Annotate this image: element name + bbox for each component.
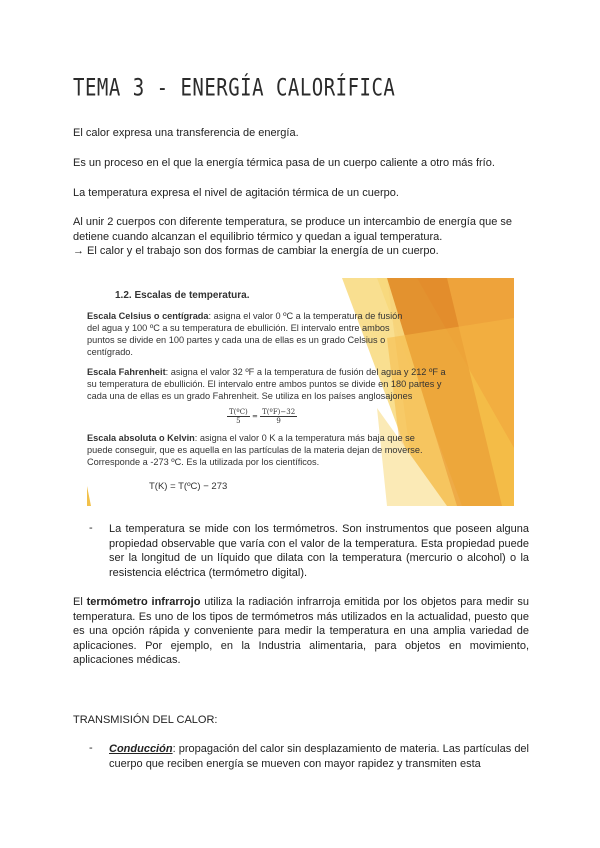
- infrared-term: termómetro infrarrojo: [86, 596, 201, 608]
- transmission-heading: TRANSMISIÓN DEL CALOR:: [73, 714, 218, 726]
- kelvin-label: Escala absoluta o Kelvin: [87, 433, 195, 443]
- conduction-text: : propagación del calor sin desplazamiento de materia. Las partículas del cuerpo que reciben energía se mueven con mayor rapidez y transmiten esta: [109, 743, 529, 770]
- intro-paragraph-5: → El calor y el trabajo son dos formas de cambiar la energía de un cuerpo.: [73, 245, 439, 257]
- triangle-small-left: [87, 486, 91, 506]
- celsius-paragraph: [87, 310, 417, 358]
- fahrenheit-text: : asigna el valor 32 ºF a la temperatura de fusión del agua y 212 ºF a su temperatura de ebullición. El intervalo entre ambos puntos se divide en 180 partes y cada una de ellas es un grado Fahrenheit. Se utiliza en los países anglosajones: [87, 367, 446, 401]
- celsius-label: Escala Celsius o centígrada: [87, 311, 209, 321]
- intro-paragraph-4: Al unir 2 cuerpos con diferente temperatura, se produce un intercambio de energía que se detiene cuando alcanzan el equilibrio térmico y quedan a igual temperatura.: [73, 216, 513, 243]
- formula-denominator-left: 5: [236, 417, 241, 425]
- infrared-paragraph: [73, 595, 529, 668]
- conduction-term: Conducción: [109, 743, 173, 755]
- page-title: TEMA 3 - ENERGÍA CALORÍFICA: [73, 74, 396, 102]
- kelvin-text: : asigna el valor 0 K a la temperatura más baja que se puede conseguir, que es aquella en las partículas de la materia dejan de moverse. Corresponde a -273 ºC. Es la utilizada por los científicos.: [87, 433, 423, 467]
- temperature-scales-figure: [87, 278, 514, 506]
- intro-paragraph-3: La temperatura expresa el nivel de agitación térmica de un cuerpo.: [73, 187, 399, 199]
- fahrenheit-paragraph: [87, 366, 447, 402]
- bullet-marker-thermometers: -: [89, 522, 93, 534]
- formula-equals: =: [252, 412, 258, 421]
- formula-denominator-right: 9: [276, 417, 281, 425]
- celsius-fahrenheit-formula: [227, 408, 297, 425]
- fahrenheit-label: Escala Fahrenheit: [87, 367, 166, 377]
- intro-paragraph-2: Es un proceso en el que la energía térmica pasa de un cuerpo caliente a otro más frío.: [73, 157, 495, 169]
- thermometers-paragraph: La temperatura se mide con los termómetros. Son instrumentos que poseen alguna propiedad observable que varía con el valor de la temperatura. Esta propiedad puede ser la longitud de un líquido que dilata con la temperatura (mercurio o alcohol) o la resistencia eléctrica (termómetro digital).: [109, 523, 529, 579]
- formula-numerator-left: T(ºC): [229, 408, 248, 416]
- bullet-marker-conduction: -: [89, 742, 93, 754]
- formula-numerator-right: T(ºF)−32: [262, 408, 296, 416]
- intro-paragraph-1: El calor expresa una transferencia de energía.: [73, 127, 299, 139]
- kelvin-formula: T(K) = T(ºC) − 273: [149, 481, 228, 492]
- kelvin-paragraph: [87, 432, 439, 468]
- conduction-paragraph: [109, 742, 529, 771]
- infrared-lead: El: [73, 596, 87, 608]
- celsius-text: : asigna el valor 0 ºC a la temperatura de fusión del agua y 100 ºC a su temperatura de ebullición. El intervalo entre ambos puntos se divide en 100 partes y cada una de ellas es un grado Celsius o centígrado.: [87, 311, 403, 357]
- infrared-text: utiliza la radiación infrarroja emitida por los objetos para medir su temperatura. Es uno de los tipos de termómetros más utilizados en la actualidad, puesto que es una opción rápida y conveniente para medir la temperatura en una amplia variedad de aplicaciones. Por ejemplo, en la Industria alimentaria, para objetos en movimiento, aplicaciones médicas.: [73, 596, 530, 666]
- figure-heading: 1.2. Escalas de temperatura.: [115, 290, 250, 301]
